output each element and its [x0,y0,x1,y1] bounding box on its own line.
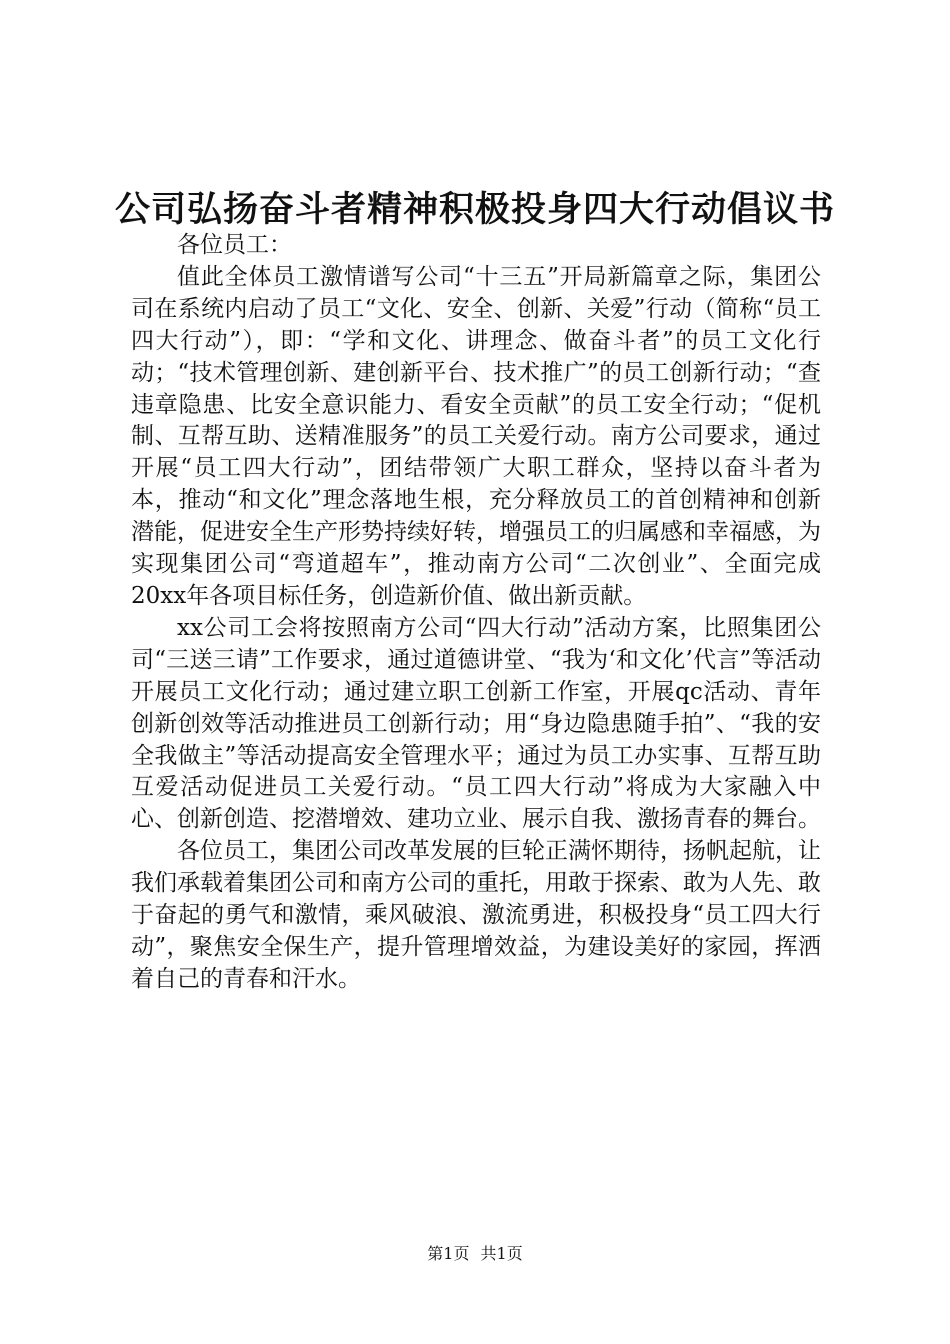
page-number: 第1页 [427,1244,470,1263]
paragraph-1: 值此全体员工激情谱写公司“十三五”开局新篇章之际，集团公司在系统内启动了员工“文化、安全、创新、关爱”行动（简称“员工四大行动”），即：“学和文化、讲理念、做奋斗者”的员工文化行动；“技术管理创新、建创新平台、技术推广”的员工创新行动；“查违章隐患、比安全意识能力、看安全贡献”的员工安全行动；“促机制、互帮互助、送精准服务”的员工关爱行动。南方公司要求，通过开展“员工四大行动”，团结带领广大职工群众，坚持以奋斗者为本，推动“和文化”理念落地生根，充分释放员工的首创精神和创新潜能，促进安全生产形势持续好转，增强员工的归属感和幸福感，为实现集团公司“弯道超车”，推动南方公司“二次创业”、全面完成20xx年各项目标任务，创造新价值、做出新贡献。 [131,263,821,609]
paragraph-3: 各位员工，集团公司改革发展的巨轮正满怀期待，扬帆起航，让我们承载着集团公司和南方公司的重托，用敢于探索、敢为人先、敢于奋起的勇气和激情，乘风破浪、激流勇进，积极投身“员工四大行动”，聚焦安全保生产，提升管理增效益，为建设美好的家园，挥洒着自己的青春和汗水。 [131,838,821,992]
page-total: 共1页 [480,1244,523,1263]
salutation: 各位员工： [177,232,292,258]
paragraph-2: xx公司工会将按照南方公司“四大行动”活动方案，比照集团公司“三送三请”工作要求，通过道德讲堂、“我为‘和文化’代言”等活动开展员工文化行动；通过建立职工创新工作室，开展qc活动、青年创新创效等活动推进员工创新行动；用“身边隐患随手拍”、“我的安全我做主”等活动提高安全管理水平；通过为员工办实事、互帮互助互爱活动促进员工关爱行动。“员工四大行动”将成为大家融入中心、创新创造、挖潜增效、建功立业、展示自我、激扬青春的舞台。 [131,614,821,833]
document-title: 公司弘扬奋斗者精神积极投身四大行动倡议书 [114,189,835,230]
document-body [131,230,821,996]
page-footer [0,1242,950,1266]
